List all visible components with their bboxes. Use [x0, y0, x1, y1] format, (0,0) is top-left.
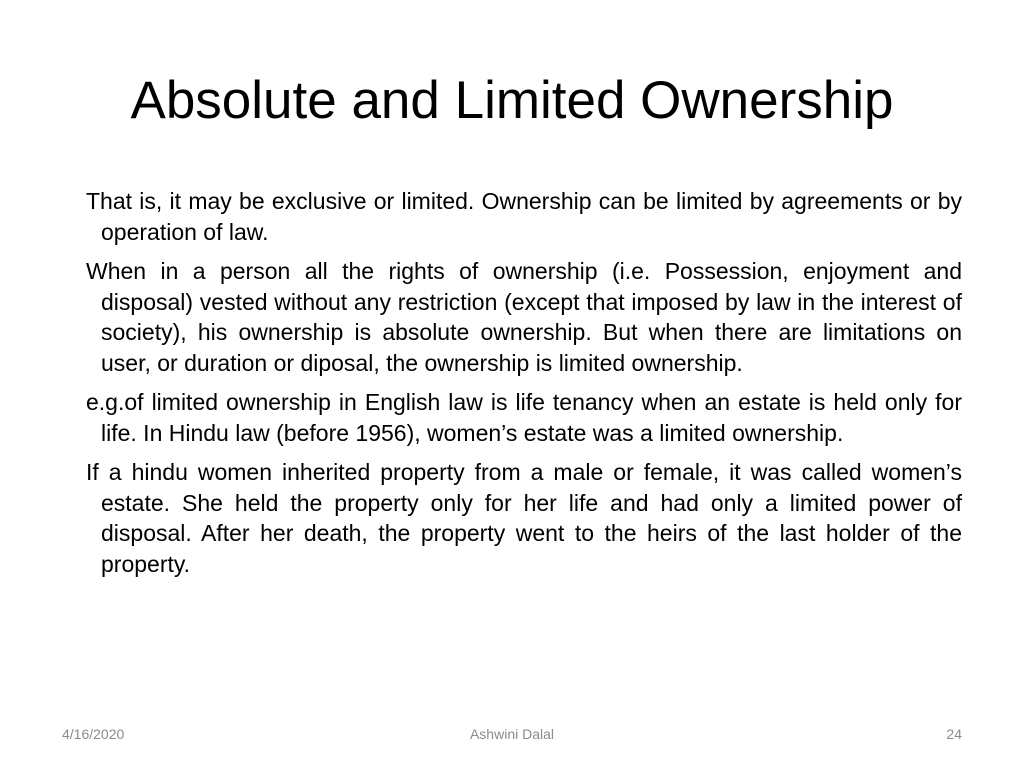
body-paragraph: That is, it may be exclusive or limited. Ownership can be limited by agreements or by operation of law. — [86, 188, 962, 245]
slide-title: Absolute and Limited Ownership — [130, 71, 894, 130]
footer-page-number: 24 — [946, 726, 962, 742]
footer-author: Ashwini Dalal — [469, 726, 555, 742]
body-paragraph: When in a person all the rights of ownership (i.e. Possession, enjoyment and disposal) vested without any restriction (except that imposed by law in the interest of society), his ownership is absolute ownership. But when there are limitations on user, or duration or diposal, the ownership is limited ownership. — [86, 258, 962, 376]
footer-date: 4/16/2020 — [62, 726, 125, 742]
body-paragraph: If a hindu women inherited property from a male or female, it was called women’s estate. She held the property only for her life and had only a limited power of disposal. After her death, the property went to the heirs of the last holder of the property. — [86, 459, 962, 577]
slide-body — [86, 186, 962, 588]
body-paragraph: e.g.of limited ownership in English law is life tenancy when an estate is held only for life. In Hindu law (before 1956), women’s estate was a limited ownership. — [86, 389, 962, 446]
